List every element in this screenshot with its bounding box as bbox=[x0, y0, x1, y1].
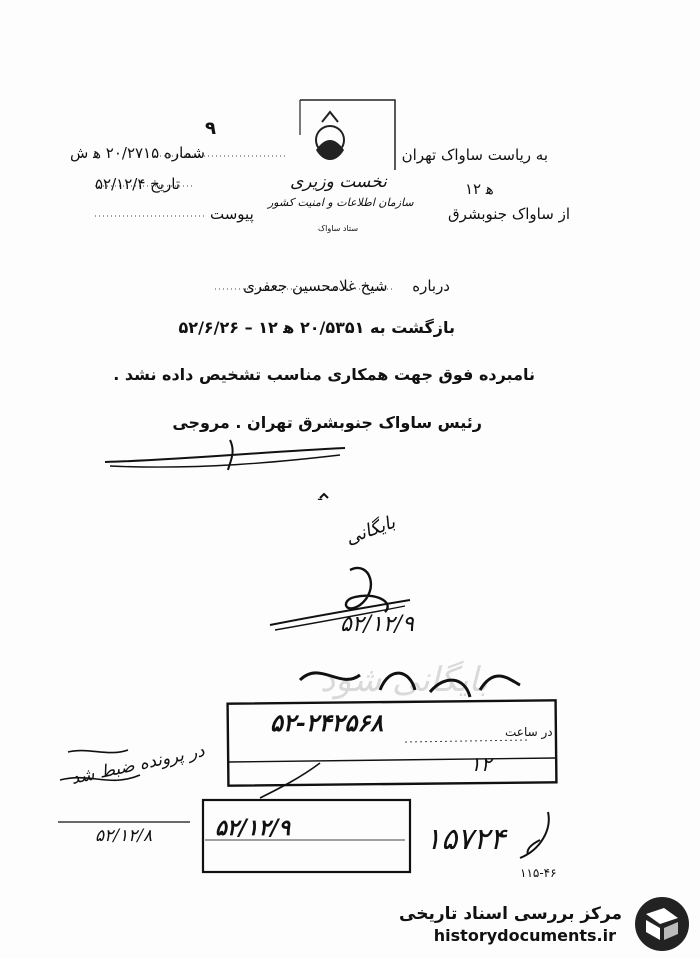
subject-line bbox=[243, 277, 450, 295]
handwritten-date: ۵۲/۱۲/۹ bbox=[340, 612, 414, 637]
subject-value: شیخ غلامحسین جعفری bbox=[243, 277, 388, 295]
big-number: ۱۵۷۲۴ bbox=[425, 822, 506, 857]
stamp-number: ۵۲-۲۴۲۵۶۸ bbox=[270, 708, 384, 737]
stamp-date-label: در ساعت bbox=[505, 725, 553, 739]
footer-watermark bbox=[395, 890, 700, 958]
emblem-subtitle: سازمان اطلاعات و امنیت کشور bbox=[268, 196, 414, 209]
body-signer: رئیس ساواک جنوبشرق تهران . مروجی bbox=[172, 413, 482, 432]
header-ref-code: ه‍ ۱۲ bbox=[465, 180, 494, 198]
emblem-title: نخست وزیری bbox=[290, 172, 387, 192]
subject-label: درباره bbox=[412, 277, 450, 295]
svg-text:ـ: ـ bbox=[318, 488, 323, 504]
header-date bbox=[95, 175, 180, 193]
history-documents-logo-icon bbox=[632, 894, 692, 954]
header-date-label: تاریخ bbox=[150, 175, 181, 193]
note-bayegan: بایگانی bbox=[342, 511, 399, 550]
header-from-value: ساواک جنوبشرق bbox=[448, 205, 554, 223]
corner-code: ۱۱۵-۴۶ bbox=[520, 866, 557, 880]
header-number-value: ۲۰/۲۷۱۵ bbox=[105, 144, 160, 162]
body-main: نامبرده فوق جهت همکاری مناسب تشخیص داده نشد . bbox=[113, 365, 535, 384]
header-to bbox=[402, 146, 548, 164]
header-from bbox=[448, 205, 570, 223]
header-to-label: به bbox=[535, 146, 548, 164]
lion-sun-emblem-icon bbox=[316, 112, 344, 160]
stamp-second: ۱۲ bbox=[470, 752, 492, 776]
bottom-stamp-number: ۵۲/۱۲/۹ bbox=[215, 815, 291, 841]
header-number-label: شماره bbox=[163, 144, 205, 162]
body-reference: بازگشت به ۲۰/۵۳۵۱ ه‍ ۱۲ – ۵۲/۶/۲۶ bbox=[178, 318, 455, 337]
footer-org-name: مرکز بررسی اسناد تاریخی bbox=[399, 904, 622, 924]
header-date-value: ۵۲/۱۲/۴ bbox=[95, 175, 146, 193]
archive-stamp-text: بایگانی شود bbox=[320, 660, 489, 700]
left-note-1: در پرونده ضبط شد bbox=[69, 741, 207, 789]
header-number bbox=[70, 144, 205, 162]
header-to-value: ریاست ساواک تهران bbox=[401, 146, 531, 164]
emblem-small: ستاد ساواک bbox=[318, 224, 359, 233]
header-number-suffix: ه‍ ش bbox=[70, 144, 101, 162]
left-note-2: ۵۲/۱۲/۸ bbox=[95, 826, 153, 846]
header-from-label: از bbox=[558, 205, 570, 223]
header-corner-mark: ۹ bbox=[205, 118, 216, 139]
header-attachment-label: پیوست bbox=[210, 205, 254, 223]
footer-website: historydocuments.ir bbox=[433, 926, 616, 945]
header-attachment bbox=[210, 205, 254, 223]
